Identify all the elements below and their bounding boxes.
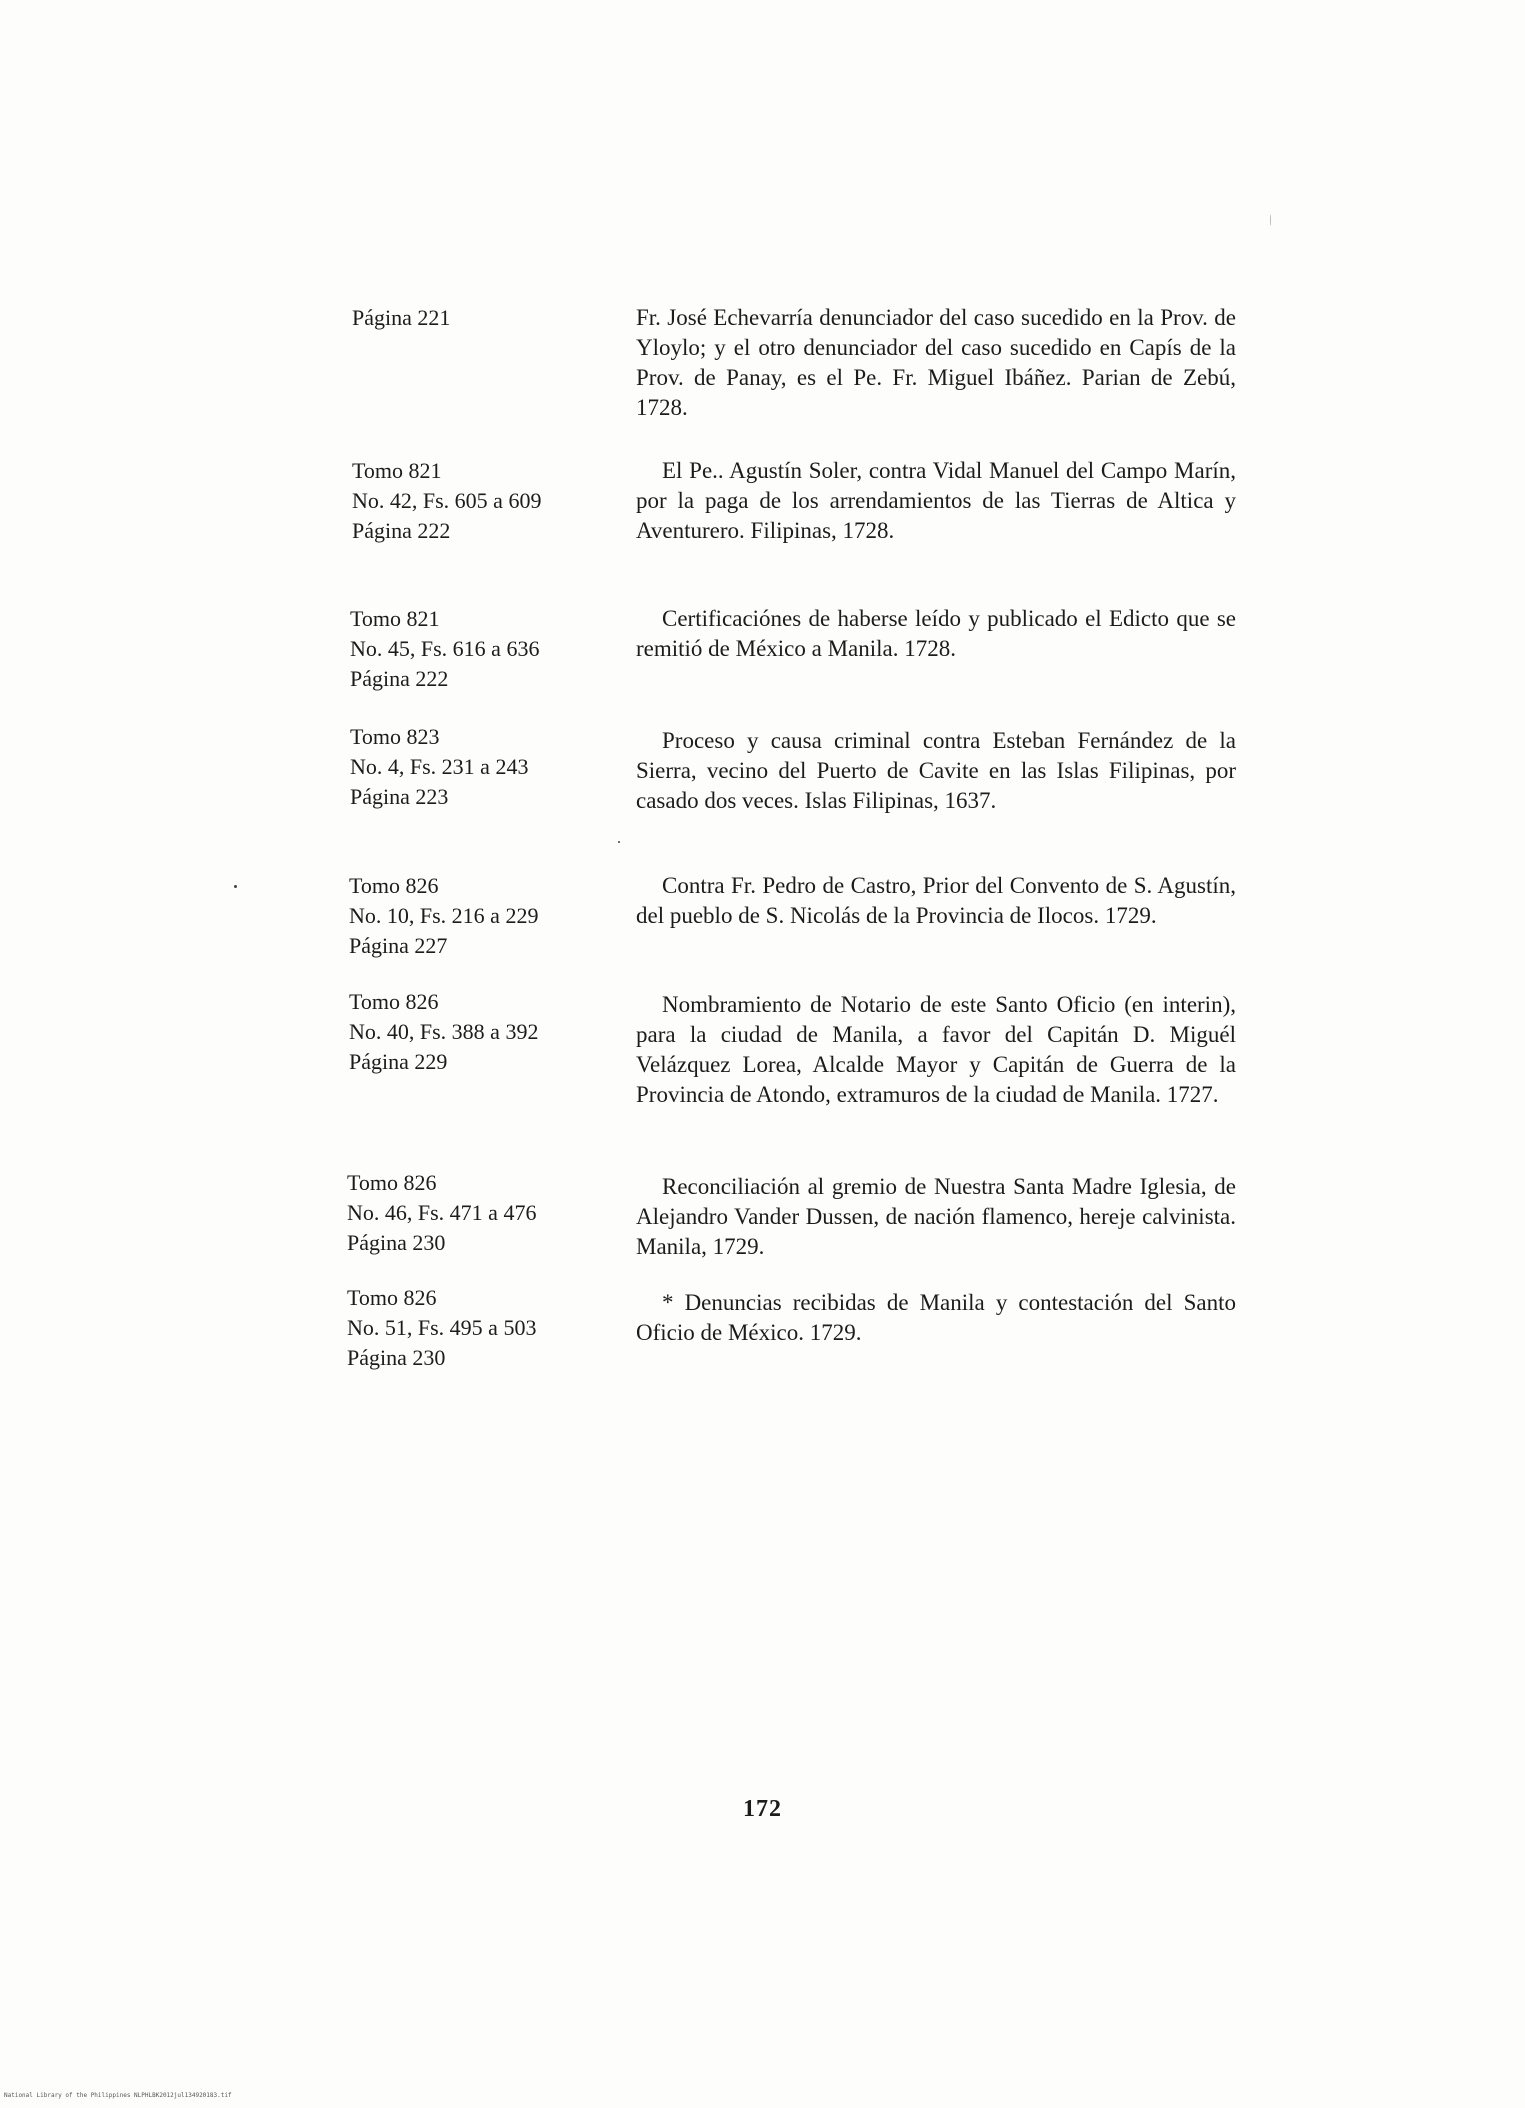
reference-line: No. 51, Fs. 495 a 503	[347, 1315, 537, 1340]
reference-line: No. 4, Fs. 231 a 243	[350, 754, 529, 779]
reference-line: Página 222	[352, 518, 451, 543]
entry-reference	[352, 303, 602, 333]
reference-line: Página 221	[352, 305, 451, 330]
reference-line: No. 40, Fs. 388 a 392	[349, 1019, 539, 1044]
reference-line: Tomo 826	[349, 873, 439, 898]
page-number: 172	[743, 1796, 782, 1822]
reference-line: Página 230	[347, 1345, 446, 1370]
entry-reference	[352, 456, 602, 546]
entry-reference	[349, 871, 599, 961]
entry-reference	[347, 1168, 597, 1258]
reference-line: Página 230	[347, 1230, 446, 1255]
entry-reference	[350, 722, 600, 812]
scan-footer: National Library of the Philippines NLPHLBK2012jul134920183.tif	[4, 2092, 232, 2099]
reference-line: Página 222	[350, 666, 449, 691]
entry-description: Fr. José Echevarría denunciador del caso sucedido en la Prov. de Yloylo; y el otro denunciador del caso sucedido en Capís de la Prov. de Panay, es el Pe. Fr. Miguel Ibáñez. Parian de Zebú, 1728.	[636, 305, 1236, 420]
entry-description: Reconciliación al gremio de Nuestra Santa Madre Iglesia, de Alejandro Vander Dussen, de nación flamenco, hereje calvinista. Manila, 1729.	[636, 1174, 1236, 1259]
reference-line: Tomo 823	[350, 724, 440, 749]
reference-line: Página 227	[349, 933, 448, 958]
entry-description: El Pe.. Agustín Soler, contra Vidal Manuel del Campo Marín, por la paga de los arrendamientos de las Tierras de Altica y Aventurero. Filipinas, 1728.	[636, 458, 1236, 543]
reference-line: No. 10, Fs. 216 a 229	[349, 903, 539, 928]
reference-line: No. 45, Fs. 616 a 636	[350, 636, 540, 661]
reference-line: No. 42, Fs. 605 a 609	[352, 488, 542, 513]
entry-reference	[347, 1283, 597, 1373]
entry-description: Contra Fr. Pedro de Castro, Prior del Convento de S. Agustín, del pueblo de S. Nicolás de la Provincia de Ilocos. 1729.	[636, 873, 1236, 928]
entry-description: Proceso y causa criminal contra Esteban Fernández de la Sierra, vecino del Puerto de Cavite en las Islas Filipinas, por casado dos veces. Islas Filipinas, 1637.	[636, 728, 1236, 813]
entry-reference	[350, 604, 600, 694]
scan-speck	[234, 885, 237, 888]
reference-line: Tomo 826	[347, 1170, 437, 1195]
entry-reference	[349, 987, 599, 1077]
reference-line: Página 229	[349, 1049, 448, 1074]
entry-description: Certificaciónes de haberse leído y publicado el Edicto que se remitió de México a Manila. 1728.	[636, 606, 1236, 661]
reference-line: Tomo 826	[349, 989, 439, 1014]
entry-description: Nombramiento de Notario de este Santo Oficio (en interin), para la ciudad de Manila, a favor del Capitán D. Miguél Velázquez Lorea, Alcalde Mayor y Capitán de Guerra de la Provincia de Atondo, extramuros de la ciudad de Manila. 1727.	[636, 992, 1236, 1107]
reference-line: No. 46, Fs. 471 a 476	[347, 1200, 537, 1225]
scan-speck	[1270, 214, 1271, 226]
scan-speck	[618, 841, 620, 843]
reference-line: Tomo 826	[347, 1285, 437, 1310]
entry-description: * Denuncias recibidas de Manila y contestación del Santo Oficio de México. 1729.	[636, 1290, 1236, 1345]
reference-line: Tomo 821	[352, 458, 442, 483]
reference-line: Tomo 821	[350, 606, 440, 631]
reference-line: Página 223	[350, 784, 449, 809]
